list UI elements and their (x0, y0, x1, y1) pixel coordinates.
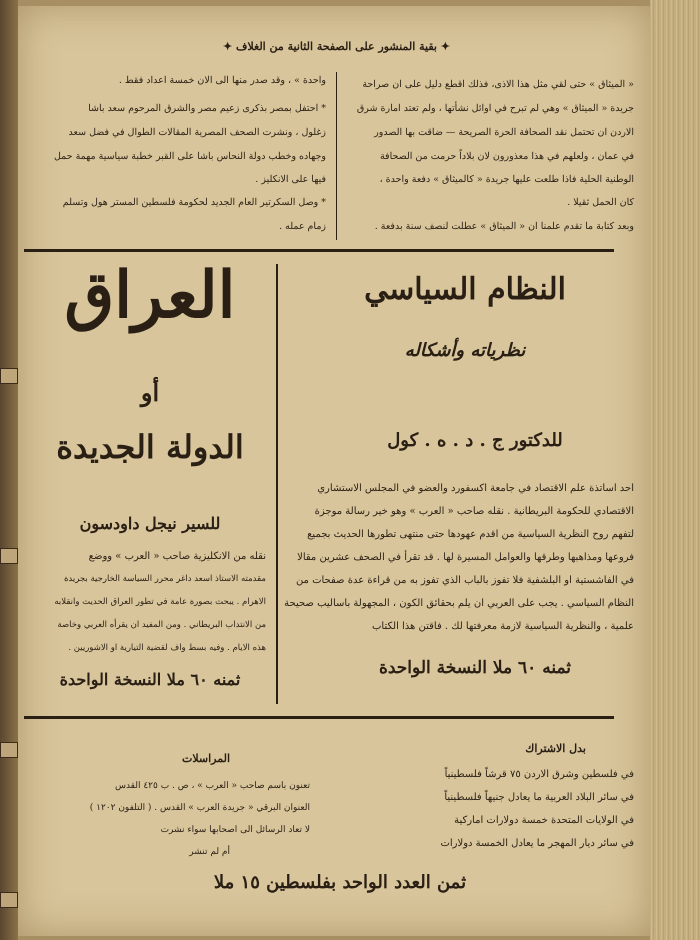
correspondence-item: تعنون باسم صاحب « العرب » ، ص . ب ٤٢٥ القدس (114, 781, 310, 791)
correspondence-item: العنوان البرقي « جريدة العرب » القدس . ( التلفون ١٢٠٢ ) (89, 803, 310, 813)
ornament-icon (0, 368, 18, 384)
ad-or: أو (140, 378, 160, 407)
book-binding-edge (650, 0, 700, 940)
text-line: زمام عمله . (279, 221, 326, 232)
ad-author: للدكتور ج . د . ه . كول (387, 430, 563, 451)
ad-body-line: لتفهم روح النظرية السياسية من اقدم عهودها حتى منتهى تطورها الحديث بجميع (307, 529, 634, 540)
section-divider (24, 249, 614, 252)
subscription-item: في الولايات المتحدة خمسة دولارات اماركية (454, 815, 634, 826)
issue-price: ثمن العدد الواحد بفلسطين ١٥ ملا (213, 872, 467, 893)
column-divider (276, 264, 278, 704)
text-line: وبعد كتابة ما تقدم علمنا ان « الميثاق » عطلت لنصف سنة بدفعة . (374, 221, 634, 232)
correspondence-item: لا تعاد الرسائل الى اصحابها سواء نشرت (160, 825, 310, 835)
text-line: * احتفل بمصر بذكرى زعيم مصر والشرق المرحوم سعد باشا (88, 103, 326, 114)
correspondence-item: أم لم تنشر (189, 847, 230, 857)
text-line: فيها على الانكليز . (255, 174, 326, 185)
text-line: في عمان ، ولعلهم في هذا معذورون لان بلاداً حرمت من الصحافة (379, 151, 634, 162)
text-line: واحدة » ، وقد صدر منها الى الان خمسة اعداد فقط . (118, 75, 326, 86)
flourish-icon: ✦ (436, 40, 450, 53)
ad-title: النظام السياسي (364, 272, 566, 307)
column-divider (336, 72, 337, 240)
subscription-title: بدل الاشتراك (525, 742, 586, 755)
ornament-icon (0, 548, 18, 564)
ad-body-line: النظام السياسي . يجب على العربي ان يلم بحقائق الكون ، المجهولة باساليب صحيحة (284, 598, 634, 609)
ad-body-line: علمية ، والنظرية السياسية لازمة معرفتها لك . فاقتن هذا الكتاب (372, 621, 634, 632)
text-line: وجهاده وخطب دولة النحاس باشا على القبر خطبة سياسية مهمة حمل (53, 151, 326, 162)
ad-body-line: احد اساتذة علم الاقتصاد في جامعة اكسفورد والعضو في المجلس الاستشاري (317, 483, 634, 494)
ad-body-line: مقدمته الاستاذ اسعد داغر محرر السياسة الخارجية بجريدة (63, 574, 266, 584)
subscription-item: في سائر البلاد العربية ما يعادل جنيهاً فلسطينياً (444, 792, 634, 803)
text-line: « الميثاق » حتى لقي مثل هذا الاذى، فذلك اقطع دليل على ان صراحة (362, 79, 634, 90)
ad-body-line: هذه الايام . وفيه بسط واف لقضية التيارية او الاشوريين . (68, 643, 266, 653)
section-divider (24, 716, 614, 719)
text-line: كان الحمل ثقيلا . (567, 197, 634, 208)
ad-body-line: فروعها ومذاهبها وطرقها والعوامل المسيرة لها . قد تقرأ في الصحف عشرين مقالا (297, 552, 634, 563)
top-banner (223, 40, 450, 53)
text-line: الاردن ان تحتمل نقد الصحافة الحرة الصريحة — ضاقت بها الصدور (374, 127, 634, 138)
ornament-icon (0, 892, 18, 908)
newspaper-page (18, 6, 650, 936)
ad-price: ثمنه ٦٠ ملا النسخة الواحدة (59, 670, 241, 689)
text-line: زغلول ، ونشرت الصحف المصرية المقالات الطوال في فضل سعد (68, 127, 326, 138)
ad-title: العراق (64, 258, 236, 333)
subscription-item: في سائر ديار المهجر ما يعادل الخمسة دولارات (440, 838, 634, 849)
ad-price: ثمنه ٦٠ ملا النسخة الواحدة (378, 658, 572, 678)
ad-body-line: نقله من الانكليزية صاحب « العرب » ووضع (88, 551, 266, 562)
ornament-icon (0, 742, 18, 758)
ad-body-line: الاهرام . يبحث بصورة عامة في تطور العراق الحديث وانقلابه (54, 597, 266, 607)
text-line: * وصل السكرتير العام الجديد لحكومة فلسطين المستر هول وتسلم (62, 197, 326, 208)
ad-subtitle: الدولة الجديدة (56, 428, 244, 466)
text-line: الوطنية الحلية فاذا طلعت عليها جريدة « كالميثاق » دفعة واحدة ، (379, 174, 634, 185)
ad-body-line: من الانتداب البريطاني . ومن المفيد ان يقرأه العربي وخاصة (57, 620, 266, 630)
subscription-item: في فلسطين وشرق الاردن ٧٥ قرشاً فلسطينياً (444, 769, 634, 780)
book-left-edge (0, 0, 18, 940)
correspondence-title: المراسلات (181, 752, 230, 765)
text-line: جريدة « الميثاق » وهي لم تبرح في اوائل نشأتها ، ولم تعتد امارة شرق (356, 103, 634, 114)
flourish-icon: ✦ (223, 40, 237, 53)
top-banner-text: بقية المنشور على الصفحة الثانية من الغلاف (236, 40, 437, 53)
ad-body-line: الاقتصادي للحكومة البريطانية . نقله صاحب « العرب » وهو خير رسالة موجزة (314, 506, 634, 517)
ad-body-line: في الفاشستية او البلشفية فلا تفوز بالباب الذي تفوز به من قراءة عدة صفحات من (295, 575, 634, 586)
ad-author: للسير نيجل داودسون (79, 514, 221, 533)
ad-subtitle: نظرياته وأشكاله (404, 340, 526, 361)
